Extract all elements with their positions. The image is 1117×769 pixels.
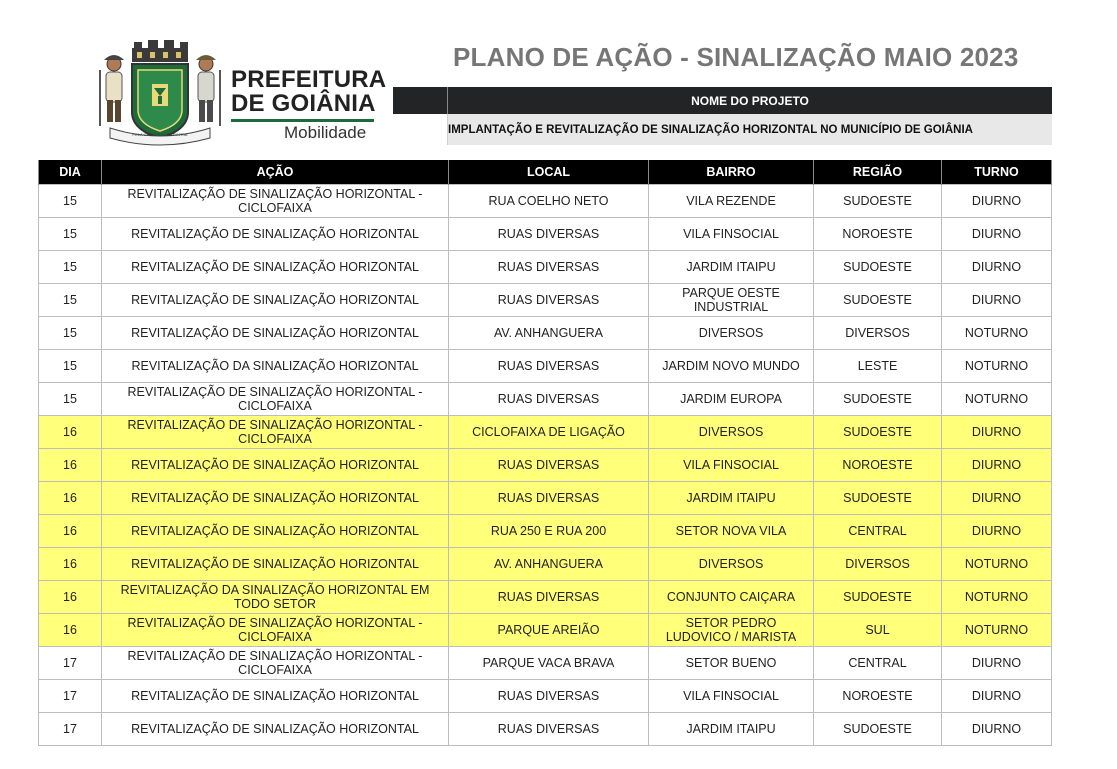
table-row [39, 317, 1052, 350]
cell-acao: REVITALIZAÇÃO DE SINALIZAÇÃO HORIZONTAL - CICLOFAIXA [102, 185, 449, 218]
cell-regiao: NOROESTE [814, 680, 942, 713]
cell-bairro: VILA FINSOCIAL [649, 218, 814, 251]
cell-bairro: SETOR NOVA VILA [649, 515, 814, 548]
table-row [39, 647, 1052, 680]
cell-turno: NOTURNO [942, 581, 1052, 614]
table-row [39, 251, 1052, 284]
cell-bairro: CONJUNTO CAIÇARA [649, 581, 814, 614]
logo-divider [231, 119, 374, 122]
cell-turno: NOTURNO [942, 350, 1052, 383]
cell-bairro: VILA FINSOCIAL [649, 449, 814, 482]
cell-dia: 16 [39, 548, 102, 581]
cell-acao: REVITALIZAÇÃO DE SINALIZAÇÃO HORIZONTAL [102, 284, 449, 317]
cell-turno: DIURNO [942, 218, 1052, 251]
cell-local: RUAS DIVERSAS [449, 350, 649, 383]
col-header-bairro: BAIRRO [649, 160, 814, 185]
cell-turno: DIURNO [942, 251, 1052, 284]
cell-bairro: VILA FINSOCIAL [649, 680, 814, 713]
cell-regiao: SUDOESTE [814, 416, 942, 449]
project-name: IMPLANTAÇÃO E REVITALIZAÇÃO DE SINALIZAÇÃO HORIZONTAL NO MUNICÍPIO DE GOIÂNIA [447, 114, 1052, 145]
cell-turno: DIURNO [942, 515, 1052, 548]
cell-dia: 15 [39, 185, 102, 218]
cell-bairro: SETOR PEDRO LUDOVICO / MARISTA [649, 614, 814, 647]
table-body [39, 185, 1052, 746]
table-row [39, 515, 1052, 548]
cell-dia: 15 [39, 317, 102, 350]
cell-regiao: DIVERSOS [814, 548, 942, 581]
cell-regiao: CENTRAL [814, 515, 942, 548]
cell-dia: 17 [39, 713, 102, 746]
cell-dia: 16 [39, 416, 102, 449]
cell-local: AV. ANHANGUERA [449, 317, 649, 350]
logo-motto: PELA GRANDEZA DA PÁTRIA [132, 132, 188, 137]
cell-dia: 16 [39, 482, 102, 515]
logo-mobilidade-text: Mobilidade [284, 123, 367, 142]
col-header-acao: AÇÃO [102, 160, 449, 185]
cell-acao: REVITALIZAÇÃO DE SINALIZAÇÃO HORIZONTAL [102, 482, 449, 515]
cell-turno: NOTURNO [942, 317, 1052, 350]
cell-dia: 17 [39, 647, 102, 680]
cell-bairro: DIVERSOS [649, 548, 814, 581]
table-row [39, 284, 1052, 317]
cell-local: AV. ANHANGUERA [449, 548, 649, 581]
cell-regiao: DIVERSOS [814, 317, 942, 350]
cell-turno: DIURNO [942, 647, 1052, 680]
col-header-turno: TURNO [942, 160, 1052, 185]
cell-acao: REVITALIZAÇÃO DE SINALIZAÇÃO HORIZONTAL [102, 548, 449, 581]
cell-acao: REVITALIZAÇÃO DE SINALIZAÇÃO HORIZONTAL [102, 251, 449, 284]
cell-regiao: SUDOESTE [814, 383, 942, 416]
cell-local: RUA 250 E RUA 200 [449, 515, 649, 548]
cell-local: RUAS DIVERSAS [449, 284, 649, 317]
cell-acao: REVITALIZAÇÃO DE SINALIZAÇÃO HORIZONTAL [102, 317, 449, 350]
cell-acao: REVITALIZAÇÃO DA SINALIZAÇÃO HORIZONTAL [102, 350, 449, 383]
cell-regiao: SUDOESTE [814, 185, 942, 218]
project-box [393, 87, 1052, 145]
project-box-spacer [393, 87, 447, 114]
cell-acao: REVITALIZAÇÃO DE SINALIZAÇÃO HORIZONTAL - CICLOFAIXA [102, 614, 449, 647]
cell-turno: DIURNO [942, 713, 1052, 746]
cell-local: RUAS DIVERSAS [449, 713, 649, 746]
cell-local: RUAS DIVERSAS [449, 383, 649, 416]
cell-regiao: NOROESTE [814, 449, 942, 482]
cell-local: RUA COELHO NETO [449, 185, 649, 218]
cell-dia: 15 [39, 350, 102, 383]
cell-turno: DIURNO [942, 449, 1052, 482]
cell-turno: NOTURNO [942, 383, 1052, 416]
cell-acao: REVITALIZAÇÃO DE SINALIZAÇÃO HORIZONTAL - CICLOFAIXA [102, 383, 449, 416]
col-header-dia: DIA [39, 160, 102, 185]
cell-acao: REVITALIZAÇÃO DA SINALIZAÇÃO HORIZONTAL EM TODO SETOR [102, 581, 449, 614]
col-header-regiao: REGIÃO [814, 160, 942, 185]
cell-local: PARQUE VACA BRAVA [449, 647, 649, 680]
page-title: PLANO DE AÇÃO - SINALIZAÇÃO MAIO 2023 [453, 42, 1019, 72]
cell-acao: REVITALIZAÇÃO DE SINALIZAÇÃO HORIZONTAL [102, 713, 449, 746]
cell-regiao: SUDOESTE [814, 251, 942, 284]
cell-local: RUAS DIVERSAS [449, 251, 649, 284]
cell-bairro: JARDIM NOVO MUNDO [649, 350, 814, 383]
table-row [39, 548, 1052, 581]
cell-dia: 15 [39, 284, 102, 317]
cell-local: RUAS DIVERSAS [449, 449, 649, 482]
cell-bairro: DIVERSOS [649, 416, 814, 449]
table-row [39, 383, 1052, 416]
cell-bairro: VILA REZENDE [649, 185, 814, 218]
cell-acao: REVITALIZAÇÃO DE SINALIZAÇÃO HORIZONTAL [102, 515, 449, 548]
cell-turno: DIURNO [942, 482, 1052, 515]
cell-dia: 15 [39, 251, 102, 284]
cell-regiao: LESTE [814, 350, 942, 383]
cell-local: PARQUE AREIÃO [449, 614, 649, 647]
cell-acao: REVITALIZAÇÃO DE SINALIZAÇÃO HORIZONTAL [102, 449, 449, 482]
cell-regiao: SUDOESTE [814, 284, 942, 317]
cell-bairro: DIVERSOS [649, 317, 814, 350]
cell-bairro: JARDIM ITAIPU [649, 713, 814, 746]
action-plan-table [38, 160, 1052, 746]
table-row [39, 218, 1052, 251]
table-row [39, 614, 1052, 647]
cell-bairro: JARDIM ITAIPU [649, 251, 814, 284]
cell-turno: DIURNO [942, 185, 1052, 218]
cell-regiao: SUL [814, 614, 942, 647]
col-header-local: LOCAL [449, 160, 649, 185]
cell-regiao: SUDOESTE [814, 482, 942, 515]
project-header: NOME DO PROJETO [447, 87, 1052, 114]
cell-local: CICLOFAIXA DE LIGAÇÃO [449, 416, 649, 449]
cell-dia: 17 [39, 680, 102, 713]
table-row [39, 185, 1052, 218]
table-header-row [39, 160, 1052, 185]
cell-dia: 16 [39, 614, 102, 647]
cell-local: RUAS DIVERSAS [449, 581, 649, 614]
cell-dia: 16 [39, 449, 102, 482]
cell-turno: DIURNO [942, 680, 1052, 713]
project-box-spacer-light [393, 114, 447, 145]
logo-prefeitura-text: PREFEITURA [231, 66, 387, 93]
cell-turno: NOTURNO [942, 614, 1052, 647]
logo-goiania-text: DE GOIÂNIA [231, 90, 376, 117]
cell-dia: 16 [39, 581, 102, 614]
cell-regiao: CENTRAL [814, 647, 942, 680]
table-row [39, 449, 1052, 482]
cell-local: RUAS DIVERSAS [449, 680, 649, 713]
cell-local: RUAS DIVERSAS [449, 218, 649, 251]
cell-local: RUAS DIVERSAS [449, 482, 649, 515]
cell-dia: 15 [39, 218, 102, 251]
cell-bairro: SETOR BUENO [649, 647, 814, 680]
cell-bairro: PARQUE OESTE INDUSTRIAL [649, 284, 814, 317]
cell-turno: DIURNO [942, 284, 1052, 317]
cell-dia: 15 [39, 383, 102, 416]
table-row [39, 482, 1052, 515]
cell-acao: REVITALIZAÇÃO DE SINALIZAÇÃO HORIZONTAL [102, 680, 449, 713]
cell-acao: REVITALIZAÇÃO DE SINALIZAÇÃO HORIZONTAL [102, 218, 449, 251]
cell-acao: REVITALIZAÇÃO DE SINALIZAÇÃO HORIZONTAL - CICLOFAIXA [102, 647, 449, 680]
cell-bairro: JARDIM ITAIPU [649, 482, 814, 515]
cell-turno: DIURNO [942, 416, 1052, 449]
cell-dia: 16 [39, 515, 102, 548]
cell-turno: NOTURNO [942, 548, 1052, 581]
prefeitura-logo [92, 40, 392, 150]
table-row [39, 680, 1052, 713]
cell-regiao: SUDOESTE [814, 713, 942, 746]
table-row [39, 350, 1052, 383]
table-row [39, 581, 1052, 614]
table-row [39, 713, 1052, 746]
cell-regiao: NOROESTE [814, 218, 942, 251]
cell-bairro: JARDIM EUROPA [649, 383, 814, 416]
cell-regiao: SUDOESTE [814, 581, 942, 614]
table-row [39, 416, 1052, 449]
cell-acao: REVITALIZAÇÃO DE SINALIZAÇÃO HORIZONTAL - CICLOFAIXA [102, 416, 449, 449]
